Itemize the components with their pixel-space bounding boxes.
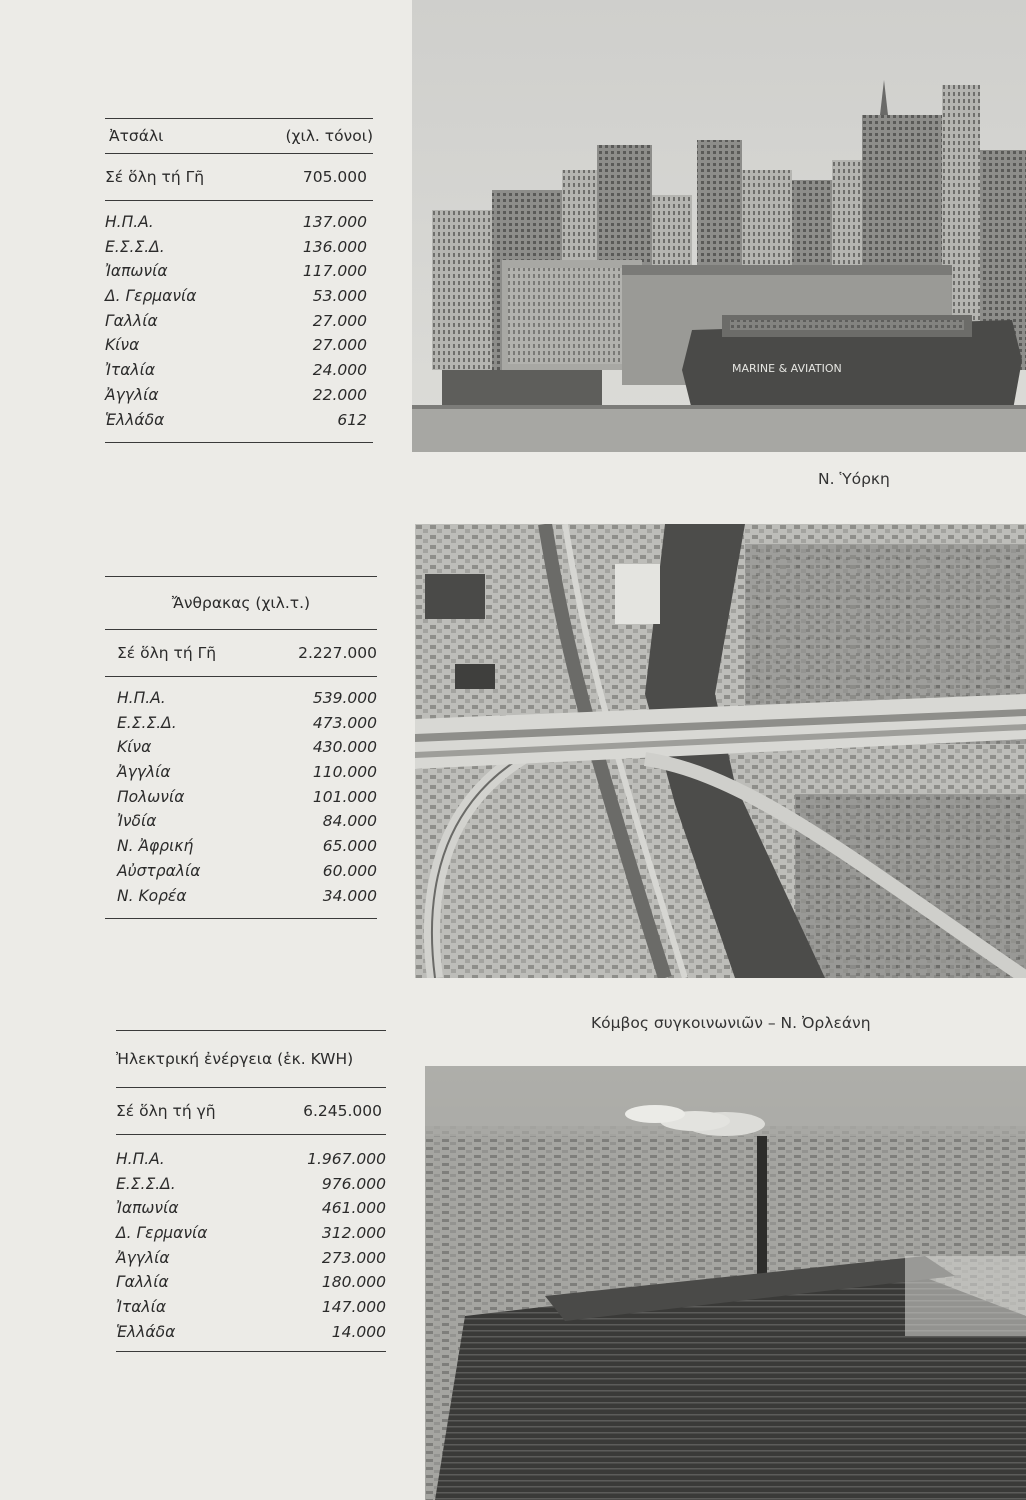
country-name: Κίνα xyxy=(105,336,140,355)
country-value: 27.000 xyxy=(312,336,367,355)
table-row xyxy=(117,711,377,736)
table-row xyxy=(117,686,377,711)
table-row xyxy=(116,1147,386,1172)
table-row xyxy=(105,259,373,284)
country-value: 612 xyxy=(337,410,367,429)
new-york-skyline-photo xyxy=(412,0,1026,452)
table-row xyxy=(105,408,373,433)
world-label: Σέ ὅλη τή γῆ xyxy=(116,1102,216,1120)
table-row xyxy=(116,1172,386,1197)
world-total-row xyxy=(116,1088,386,1134)
table-row xyxy=(116,1295,386,1320)
country-value: 60.000 xyxy=(322,861,377,880)
table-row xyxy=(117,859,377,884)
country-value: 14.000 xyxy=(331,1322,386,1341)
world-value: 705.000 xyxy=(302,168,367,186)
country-name: Ἰταλία xyxy=(105,361,156,380)
table-title: Ἄνθρακας (χιλ.τ.) xyxy=(171,594,311,612)
country-name: Γαλλία xyxy=(105,311,158,330)
country-value: 34.000 xyxy=(322,886,377,905)
table-row xyxy=(105,284,373,309)
world-value: 6.245.000 xyxy=(303,1102,382,1120)
country-name: Ἀγγλία xyxy=(116,1248,170,1267)
photo-caption: Κόμβος συγκοινωνιῶν – Ν. Ὀρλεάνη xyxy=(591,1014,871,1032)
country-value: 312.000 xyxy=(321,1224,386,1243)
table-row xyxy=(105,309,373,334)
country-name: Δ. Γερμανία xyxy=(116,1224,208,1243)
country-name: Αὐστραλία xyxy=(117,861,201,880)
table-row xyxy=(105,235,373,260)
country-list xyxy=(105,201,373,436)
interchange-illustration xyxy=(415,524,1026,978)
country-list xyxy=(116,1135,386,1349)
country-name: Ἰταλία xyxy=(116,1298,167,1317)
world-label: Σέ ὅλη τή Γῆ xyxy=(117,644,217,662)
country-name: Ἰνδία xyxy=(117,812,157,831)
table-row xyxy=(117,809,377,834)
country-value: 539.000 xyxy=(312,689,377,707)
country-name: Ἰαπωνία xyxy=(105,262,168,281)
country-value: 53.000 xyxy=(312,287,367,306)
country-name: Ἑλλάδα xyxy=(116,1322,176,1341)
country-name: Ἀγγλία xyxy=(105,385,159,404)
table-row xyxy=(117,785,377,810)
table-title: Ἠλεκτρική ἐνέργεια (ἑκ. KWH) xyxy=(116,1050,354,1068)
table-row xyxy=(105,383,373,408)
coal-table xyxy=(105,576,377,919)
table-row xyxy=(105,333,373,358)
country-value: 430.000 xyxy=(312,738,377,757)
ferry-sign: MARINE & AVIATION xyxy=(732,362,842,375)
electricity-table xyxy=(116,1030,386,1352)
divider xyxy=(105,442,373,443)
country-value: 473.000 xyxy=(312,713,377,732)
country-name: Ε.Σ.Σ.Δ. xyxy=(116,1174,176,1193)
country-value: 136.000 xyxy=(302,237,367,256)
country-name: Ἑλλάδα xyxy=(105,410,165,429)
country-value: 22.000 xyxy=(312,385,367,404)
country-value: 137.000 xyxy=(302,213,367,231)
table-header xyxy=(105,119,373,153)
country-name: Η.Π.Α. xyxy=(105,213,154,231)
new-orleans-interchange-photo xyxy=(415,524,1026,978)
country-name: Η.Π.Α. xyxy=(116,1150,165,1168)
table-title: Ἀτσάλι xyxy=(109,127,164,145)
country-value: 461.000 xyxy=(321,1199,386,1218)
table-row xyxy=(105,358,373,383)
country-value: 117.000 xyxy=(302,262,367,281)
table-row xyxy=(117,884,377,909)
factory-illustration xyxy=(425,1066,1026,1500)
table-unit: (χιλ. τόνοι) xyxy=(285,127,373,145)
table-header xyxy=(105,577,377,629)
country-name: Δ. Γερμανία xyxy=(105,287,197,306)
country-name: Ἀγγλία xyxy=(117,763,171,782)
photo-caption: Ν. Ὑόρκη xyxy=(818,470,890,488)
country-name: Ν. Κορέα xyxy=(117,886,187,905)
table-header xyxy=(116,1031,386,1087)
divider xyxy=(105,918,377,919)
world-value: 2.227.000 xyxy=(298,644,377,662)
country-name: Η.Π.Α. xyxy=(117,689,166,707)
country-value: 273.000 xyxy=(321,1248,386,1267)
country-value: 180.000 xyxy=(321,1273,386,1292)
skyline-illustration xyxy=(412,0,1026,452)
country-list xyxy=(105,677,377,912)
world-total-row xyxy=(105,154,373,200)
country-value: 110.000 xyxy=(312,763,377,782)
country-value: 101.000 xyxy=(312,787,377,806)
country-name: Ἰαπωνία xyxy=(116,1199,179,1218)
table-row xyxy=(116,1196,386,1221)
country-value: 147.000 xyxy=(321,1298,386,1317)
world-total-row xyxy=(105,630,377,676)
country-value: 84.000 xyxy=(322,812,377,831)
divider xyxy=(116,1351,386,1352)
country-value: 1.967.000 xyxy=(307,1150,386,1168)
world-label: Σέ ὅλη τή Γῆ xyxy=(105,168,205,186)
country-value: 65.000 xyxy=(322,837,377,856)
country-name: Πολωνία xyxy=(117,787,185,806)
table-row xyxy=(105,210,373,235)
table-row xyxy=(116,1246,386,1271)
table-row xyxy=(117,760,377,785)
country-value: 27.000 xyxy=(312,311,367,330)
table-row xyxy=(116,1320,386,1345)
table-row xyxy=(116,1270,386,1295)
country-name: Ε.Σ.Σ.Δ. xyxy=(117,713,177,732)
table-row xyxy=(116,1221,386,1246)
industrial-aerial-photo xyxy=(425,1066,1026,1500)
country-name: Ν. Ἀφρική xyxy=(117,837,194,856)
country-name: Κίνα xyxy=(117,738,152,757)
country-value: 976.000 xyxy=(321,1174,386,1193)
table-row xyxy=(117,834,377,859)
steel-table xyxy=(105,118,373,443)
country-name: Γαλλία xyxy=(116,1273,169,1292)
table-row xyxy=(117,735,377,760)
country-name: Ε.Σ.Σ.Δ. xyxy=(105,237,165,256)
country-value: 24.000 xyxy=(312,361,367,380)
